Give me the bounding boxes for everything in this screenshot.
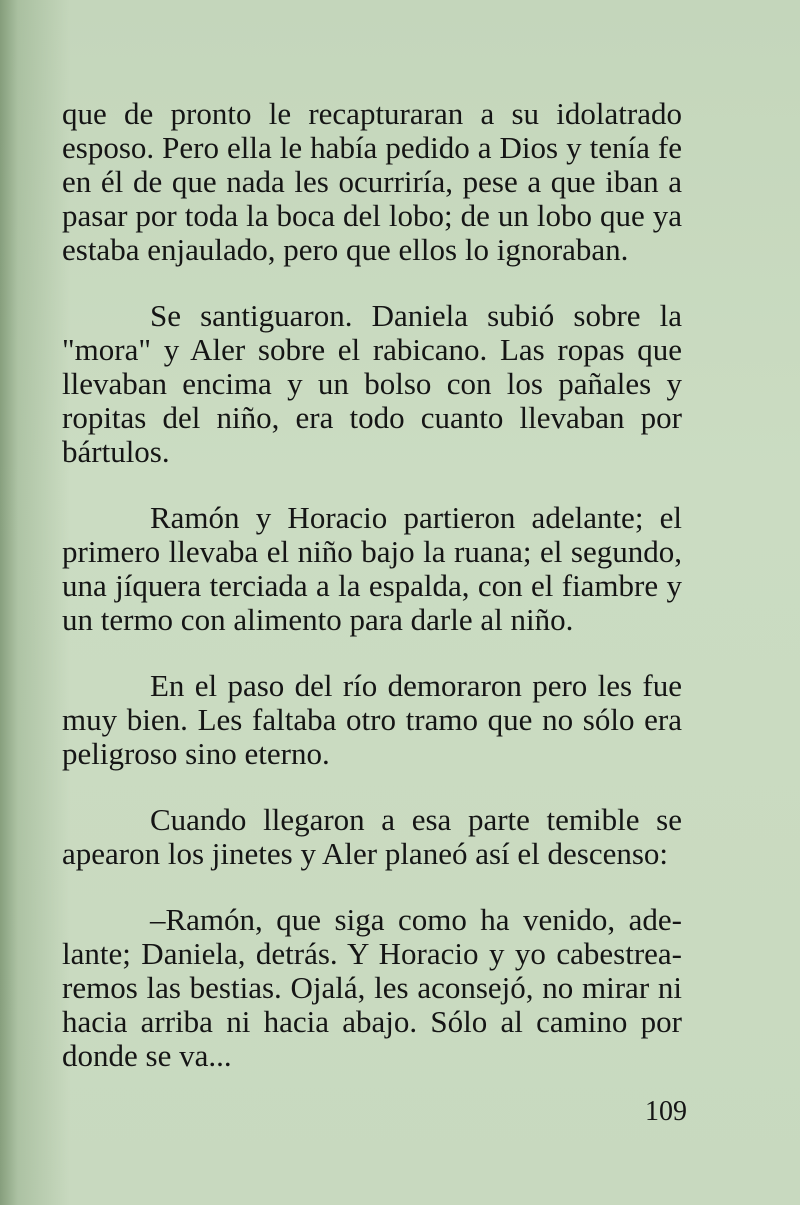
text-line: Se santiguaron. Daniela subió sobre la xyxy=(150,298,682,333)
text-line: En el paso del río demoraron pero les fue xyxy=(150,668,682,703)
text-line: Cuando llegaron a esa parte temible se xyxy=(150,802,682,837)
text-line: llevaban encima y un bolso con los pañales y xyxy=(62,366,682,401)
text-line: Ramón y Horacio partieron adelante; el xyxy=(150,500,682,535)
paragraph-6 xyxy=(62,903,682,1073)
paragraph-spacer xyxy=(62,871,682,903)
paragraph-spacer xyxy=(62,771,682,803)
text-line: donde se va... xyxy=(62,1038,232,1073)
text-line: primero llevaba el niño bajo la ruana; el segundo, xyxy=(62,534,682,569)
text-line: un termo con alimento para darle al niño. xyxy=(62,602,574,637)
paragraph-2 xyxy=(62,299,682,469)
text-line: lante; Daniela, detrás. Y Horacio y yo cabestrea- xyxy=(62,936,682,971)
paragraph-spacer xyxy=(62,637,682,669)
text-line: esposo. Pero ella le había pedido a Dios y tenía fe xyxy=(62,130,682,165)
text-line: muy bien. Les faltaba otro tramo que no sólo era xyxy=(62,702,682,737)
paragraph-spacer xyxy=(62,267,682,299)
text-line: pasar por toda la boca del lobo; de un lobo que ya xyxy=(62,198,682,233)
paragraph-1 xyxy=(62,97,682,267)
text-line: peligroso sino eterno. xyxy=(62,736,330,771)
body-text xyxy=(62,97,682,1073)
text-line: "mora" y Aler sobre el rabicano. Las ropas que xyxy=(62,332,682,367)
paragraph-spacer xyxy=(62,469,682,501)
page-number: 109 xyxy=(645,1096,687,1127)
text-line: en él de que nada les ocurriría, pese a que iban a xyxy=(62,164,682,199)
text-line: bártulos. xyxy=(62,434,170,469)
text-line: remos las bestias. Ojalá, les aconsejó, no mirar ni xyxy=(62,970,682,1005)
text-line: estaba enjaulado, pero que ellos lo ignoraban. xyxy=(62,232,629,267)
text-line: ropitas del niño, era todo cuanto llevaban por xyxy=(62,400,682,435)
text-line: –Ramón, que siga como ha venido, ade- xyxy=(150,902,682,937)
text-line: apearon los jinetes y Aler planeó así el descenso: xyxy=(62,836,669,871)
text-line: hacia arriba ni hacia abajo. Sólo al camino por xyxy=(62,1004,682,1039)
paragraph-3 xyxy=(62,501,682,637)
text-line: una jíquera terciada a la espalda, con el fiambre y xyxy=(62,568,682,603)
paragraph-4 xyxy=(62,669,682,771)
text-line: que de pronto le recapturaran a su idolatrado xyxy=(62,96,682,131)
paragraph-5 xyxy=(62,803,682,871)
